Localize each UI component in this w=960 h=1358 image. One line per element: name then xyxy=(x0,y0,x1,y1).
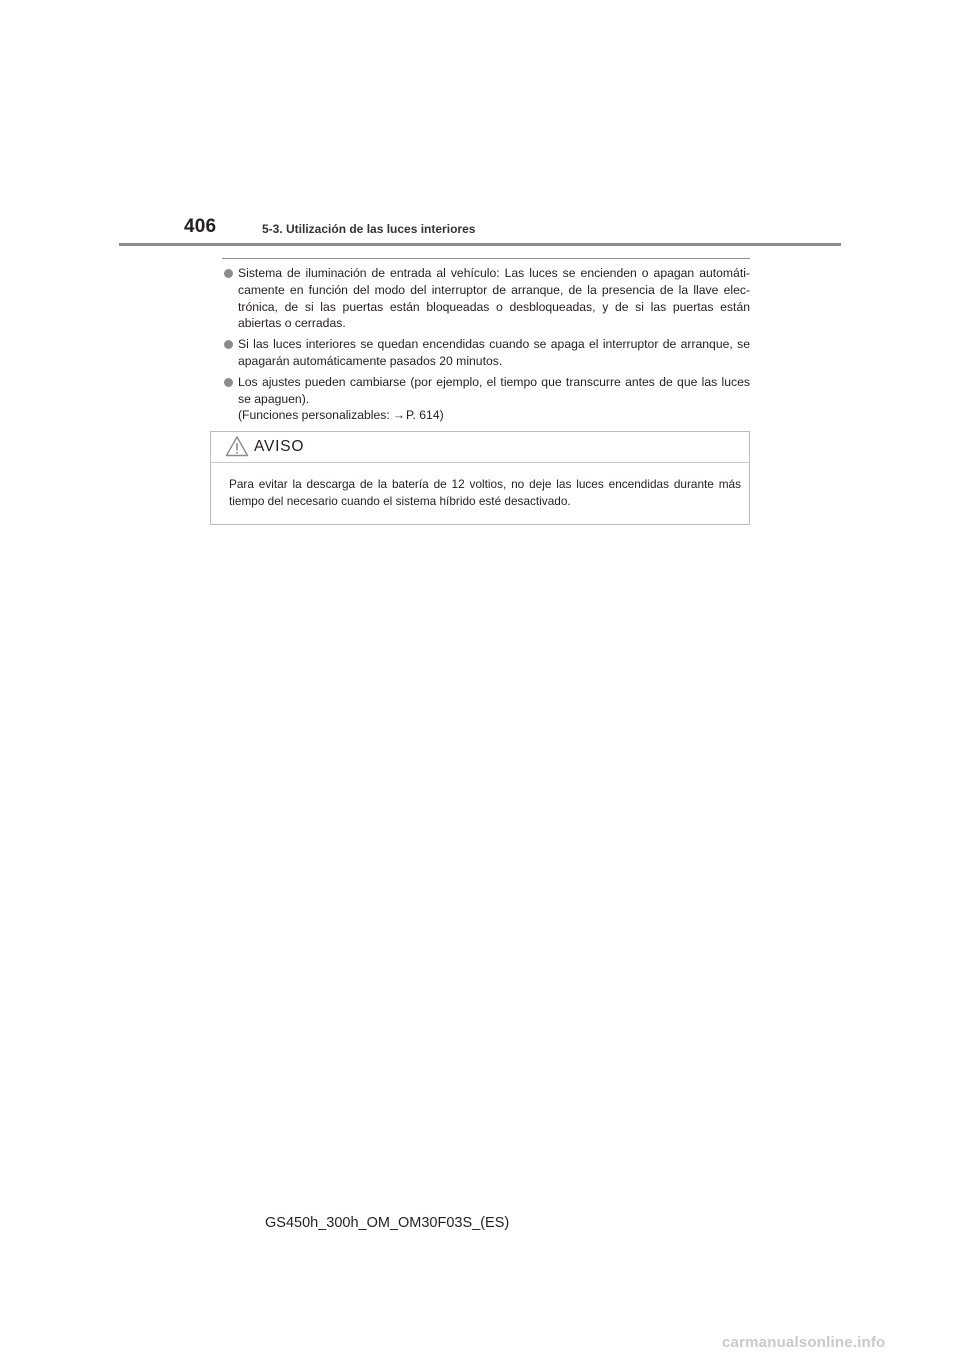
note-item xyxy=(222,265,750,332)
reference-target: P. 614) xyxy=(405,408,444,423)
warning-title: AVISO xyxy=(254,438,305,455)
warning-header xyxy=(211,432,749,463)
warning-box xyxy=(210,431,750,525)
bullet-icon xyxy=(224,269,233,278)
note-item xyxy=(222,374,750,424)
arrow-right-icon: → xyxy=(392,408,405,423)
notes-list xyxy=(222,265,750,428)
note-text: Sistema de iluminación de entrada al vehículo: Las luces se encienden o apagan automáti-camente en función del modo del interruptor de arranque, de la presencia de la llave elec-trónica, de si las puertas están bloqueadas o desbloqueadas, y de si las puertas están abiertas o cerradas. xyxy=(238,266,750,331)
watermark: carmanualsonline.info xyxy=(722,1334,886,1351)
content-rule xyxy=(222,258,750,259)
page-reference[interactable] xyxy=(238,407,750,424)
page-number: 406 xyxy=(184,216,217,237)
warning-text: Para evitar la descarga de la batería de 12 voltios, no deje las luces encendidas durante más tiempo del necesario cuando el sistema híbrido esté desactivado. xyxy=(229,477,741,508)
section-title: 5-3. Utilización de las luces interiores xyxy=(262,222,476,236)
reference-prefix: (Funciones personalizables: xyxy=(238,408,390,423)
bullet-icon xyxy=(224,378,233,387)
note-text: Los ajustes pueden cambiarse (por ejemplo, el tiempo que transcurre antes de que las luces se apaguen). xyxy=(238,374,750,406)
note-item xyxy=(222,336,750,370)
manual-code: GS450h_300h_OM_OM30F03S_(ES) xyxy=(265,1215,510,1231)
header-rule xyxy=(119,243,841,246)
bullet-icon xyxy=(224,340,233,349)
note-text: Si las luces interiores se quedan encendidas cuando se apaga el interruptor de arranque, se apagarán automáticamente pasados 20 minutos. xyxy=(238,337,750,368)
warning-triangle-icon xyxy=(225,435,249,457)
